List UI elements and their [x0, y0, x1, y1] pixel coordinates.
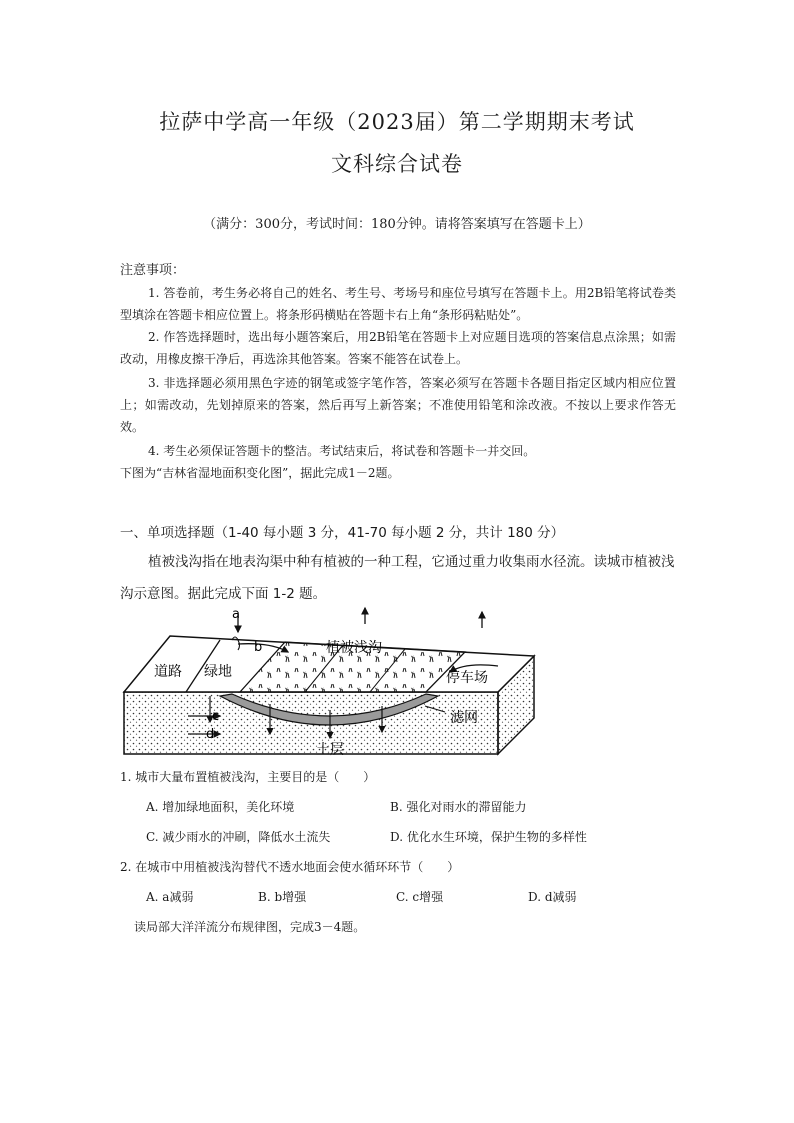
question-2: 2. 在城市中用植被浅沟替代不透水地面会使水循环环节（ ） — [120, 860, 460, 874]
q1-option-b: B. 强化对雨水的滞留能力 — [390, 800, 527, 814]
question-1: 1. 城市大量布置植被浅沟，主要目的是（ ） — [120, 770, 376, 784]
q1-option-a: A. 增加绿地面积，美化环境 — [146, 800, 295, 814]
exam-info: （满分：300分，考试时间：180分钟。请将答案填写在答题卡上） — [203, 217, 591, 232]
label-parking: 停车场 — [446, 670, 488, 686]
q1-option-c: C. 减少雨水的冲刷，降低水土流失 — [146, 830, 331, 844]
label-filter: 滤网 — [450, 710, 478, 726]
label-a: a — [232, 607, 240, 622]
label-b: b — [254, 640, 263, 655]
exam-subtitle: 文科综合试卷 — [331, 152, 463, 176]
label-c: c — [212, 709, 220, 724]
section-heading: 一、单项选择题（1-40 每小题 3 分，41-70 每小题 2 分，共计 180 分） — [120, 525, 565, 541]
notice-heading: 注意事项： — [120, 263, 186, 278]
q1-option-d: D. 优化水生环境，保护生物的多样性 — [390, 830, 587, 844]
q2-option-b: B. b增强 — [258, 890, 307, 904]
vegetated-swale-diagram — [120, 604, 540, 762]
q2-option-a: A. a减弱 — [146, 890, 194, 904]
label-swale: 植被浅沟 — [326, 640, 382, 656]
notice-item-3: 3. 非选择题必须用黑色字迹的钢笔或签字笔作答，答案必须写在答题卡各题目指定区域内相应位置上；如需改动，先划掉原来的答案，然后再写上新答案；不准使用铅笔和涂改液。不按以上要求作答无效。 — [120, 376, 676, 434]
label-road: 道路 — [154, 664, 182, 680]
exam-title: 拉萨中学高一年级（2023届）第二学期期末考试 — [159, 110, 635, 134]
label-d: d — [206, 727, 215, 742]
notice-trailing: 下图为“吉林省湿地面积变化图”，据此完成1－2题。 — [120, 466, 400, 480]
notice-item-4: 4. 考生必须保证答题卡的整洁。考试结束后，将试卷和答题卡一并交回。 — [148, 444, 536, 458]
notice-item-1: 1. 答卷前，考生务必将自己的姓名、考生号、考场号和座位号填写在答题卡上。用2B铅笔将试卷类型填涂在答题卡相应位置上。将条形码横贴在答题卡右上角“条形码粘贴处”。 — [120, 286, 676, 322]
q2-option-c: C. c增强 — [396, 890, 444, 904]
question-stem: 植被浅沟指在地表沟渠中种有植被的一种工程，它通过重力收集雨水径流。读城市植被浅沟示意图。据此完成下面 1-2 题。 — [120, 554, 675, 602]
label-green: 绿地 — [204, 664, 232, 680]
label-soil: 土层 — [316, 742, 344, 758]
footer-line: 读局部大洋洋流分布规律图，完成3－4题。 — [134, 920, 366, 934]
notice-item-2: 2. 作答选择题时，选出每小题答案后，用2B铅笔在答题卡上对应题目选项的答案信息点涂黑；如需改动，用橡皮擦干净后，再选涂其他答案。答案不能答在试卷上。 — [120, 330, 676, 366]
q2-option-d: D. d减弱 — [528, 890, 577, 904]
